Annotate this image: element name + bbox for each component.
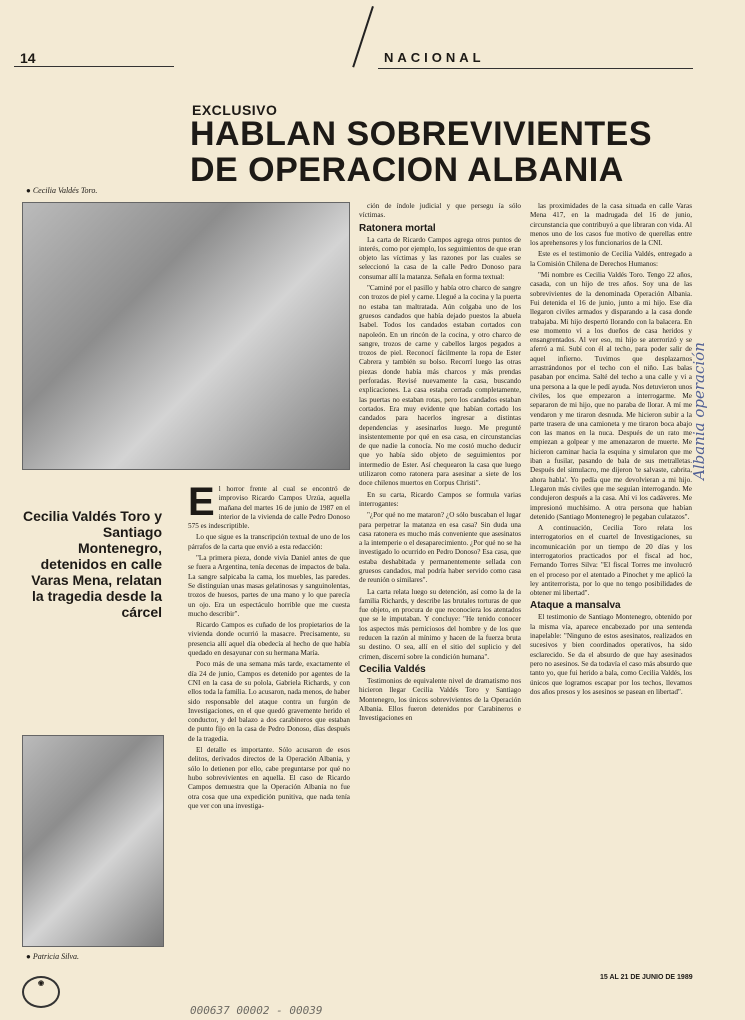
column-b-paragraph: Testimonios de equivalente nivel de dramatismo nos hicieron llegar Cecilia Valdés Toro y Santiago Montenegro, los únicos sobrevivientes de la Operación Albania. Ellos fueron detenidos por Carabineros e Investigaciones en xyxy=(359,676,521,723)
column-c-paragraph: las proximidades de la casa situada en calle Varas Mena 417, en la madrugada del 16 de junio, circunstancia que contribuyó a que libraran con vida. Al menos uno de los casos fue motivo de querellas entre los aprehensores y los funcionarios de la CNI. xyxy=(530,202,692,248)
column-b-subheading: Cecilia Valdés xyxy=(359,663,426,675)
handwritten-note: Albania operación xyxy=(690,342,708,480)
headline-line-2: DE OPERACION ALBANIA xyxy=(190,151,624,189)
column-b-paragraph: ción de índole judicial y que persegu ía sólo víctimas. xyxy=(359,202,521,220)
publication-logo-stamp: ◉ xyxy=(22,976,60,1008)
headline xyxy=(190,116,652,188)
column-a-paragraph: l horror frente al cual se encontró de improviso Ricardo Campos Urzúa, aquella mañana del martes 16 de junio de 1987 en el interior de la vivienda de calle Pedro Donoso 575 es indescriptible. xyxy=(188,485,350,531)
column-a-paragraph: Lo que sigue es la transcripción textual de uno de los párrafos de la carta que envió a esta redacción: xyxy=(188,533,350,551)
column-c-paragraph: Este es el testimonio de Cecilia Valdés, entregado a la Comisión Chilena de Derechos Humanos: xyxy=(530,250,692,268)
photo-caption-1: ● Cecilia Valdés Toro. xyxy=(26,186,98,195)
column-c-paragraph: El testimonio de Santiago Montenegro, obtenido por la misma vía, aparece encabezado por una sentenda inapelable: "Ninguno de estos asesinatos, realizados en sucesivos y bien coordinados operativos, ha sido esclarecido. Se da el absurdo de que hay asesinados pero no asesinos. Se da todavía el caso más absurdo que tanto yo, que fui herido a bala, como Cecilia Valdés, los únicos que logramos escapar por los techos, llevamos dos años presos y los asesinos se pasean en libertad". xyxy=(530,613,692,696)
section-name: NACIONAL xyxy=(384,50,485,65)
column-a-paragraph: El detalle es importante. Sólo acusaron de esos delitos, derivados directos de la Operación Albania, y sólo lo detienen por ello, cabe preguntarse por qué no hubo sobrevivientes en aquella. El caso de Ricardo Campos demuestra que la Operación Albania no fue otra cosa que una expedición punitiva, que nada tenía que ver con una investiga- xyxy=(188,746,350,810)
headline-line-1: HABLAN SOBREVIVIENTES xyxy=(190,115,652,153)
column-b-paragraph: "Caminé por el pasillo y había otro charco de sangre con trozos de piel y carne. Llegué a la cocina y la puerta no estaba tan maltratada. Aún colgaba uno de los gruesos candados que había dejado puestos la abuela Isabel. Todos los candados estaban cortados con napoleón. En un rincón de la cocina, y otro charco de sangre, trozos de carne y cabellos largos pegados a trozos de piel. Reconocí fácilmente la ropa de Ester Cabrera y también su bolso. Recorrí luego las otras piezas donde había más charcos y más prendas perforadas. Revisé nuevamente la casa, buscando explicaciones. La casa estaba cerrada completamente, las puertas no estaban rotas, pero los candados estaban cortados. Era muy evidente que habían cortado los candados para hacerlos ingresar a distintas dependencias y asesinarlos luego. Me pregunté insistentemente por qué en esa casa, en circunstancias de que nadie la conocía. No me costó mucho deducir que yo había sido objeto de seguimientos por intermedio de Ester. Así chequearon la casa que luego utilizaron como ratonera para asesinar a siete de los doce chilenos muertos en Corpus Christi". xyxy=(359,284,521,488)
header-rule-left xyxy=(14,66,174,67)
column-b-paragraph: La carta relata luego su detención, así como la de la familia Richards, y describe las brutales torturas de que fue objeto, en procura de que reconociera los atentados que se le imputaban. Y concluye: "He tenido conocer los aspectos más perniciosos del hombre y de los que reducen la razón al mínimo y hacen de la fuerza bruta su destino. O sea, allí en el sitio del suplicio y del crimen, discerní sobre la condición humana". xyxy=(359,587,521,661)
column-b-paragraph: "¿Por qué no me mataron? ¿O sólo buscaban el lugar para perpetrar la matanza en esa casa? Sin duda una casa ratonera es mucho más conveniente que asesinatos a la intemperie o el desaparecimiento. ¿Por qué no se ha investigado lo ocurrido en Pedro Donoso? Esa casa, que estaba deshabitada y permanentemente sellada con gruesos candados, mal podría haber servido como casa de reunión o similares". xyxy=(359,511,521,585)
column-a xyxy=(188,485,350,960)
column-b-paragraph: En su carta, Ricardo Campos se formula varias interrogantes: xyxy=(359,490,521,508)
column-c xyxy=(530,202,692,962)
column-c-subheading: Ataque a mansalva xyxy=(530,600,621,612)
column-b xyxy=(359,202,521,962)
column-a-body xyxy=(188,485,350,811)
kicker: EXCLUSIVO xyxy=(192,102,278,118)
pull-quote: Cecilia Valdés Toro y Santiago Montenegro, detenidos en calle Varas Mena, relatan la tragedia desde la cárcel xyxy=(22,508,162,620)
page-number: 14 xyxy=(20,50,36,66)
header-rule-right xyxy=(378,68,693,69)
column-a-paragraph: Poco más de una semana más tarde, exactamente el día 24 de junio, Campos es detenido por agentes de la CNI en la casa de su polola, Gabriela Richards, y con ellos toda la familia. Lo acusaron, nada menos, de haber sido responsable del ataque contra un furgón de Investigaciones, en el que quedó gravemente herido el conductor, y del balazo a dos carabineros que estaban de punto fijo en la casa de Pedro Donoso, días después de la tragedia. xyxy=(188,660,350,743)
photo-caption-1-text: Cecilia Valdés Toro. xyxy=(32,186,98,195)
column-b-subheading: Ratonera mortal xyxy=(359,222,436,234)
column-b-paragraph: La carta de Ricardo Campos agrega otros puntos de interés, como por ejemplo, los seguimientos de que eran objeto las víctimas y las razones por las cuales se seleccionó la casa de la calle Pedro Donoso para consumar allí la matanza. Señala en forma textual: xyxy=(359,235,521,281)
photo-caption-2: ● Patricia Silva. xyxy=(26,952,80,961)
column-a-paragraph: "La primera pieza, donde vivía Daniel antes de que se fuera a Argentina, tenía decenas de impactos de bala. La sangre salpicaba la cama, los muebles, las paredes. Se distinguían unas masas gelatinosas y sanguinolentas, trozos de huesos, partes de una mano y lo que parecía un ojo. Era un espectáculo horrible que me cuesta mucho describir". xyxy=(188,554,350,618)
column-c-paragraph: A continuación, Cecilia Toro relata los interrogatorios en el cuartel de Investigaciones, su incomunicación por un tiempo de 20 días y los interrogatorios practicados por el fiscal ad hoc, Fernando Torres Silva: "El fiscal Torres me involucró en el proceso por el atentado a Pinochet y me aplicó la ley antiterrorista, por lo que no tengo posibilidades de obtener mi libertad". xyxy=(530,524,692,598)
drop-cap: E xyxy=(188,485,215,524)
photo-patricia-silva xyxy=(22,735,164,947)
column-c-paragraph: "Mi nombre es Cecilia Valdés Toro. Tengo 22 años, casada, con un hijo de tres años. Soy una de las sobrevivientes de la denominada Operación Albania. Fui detenida el 16 de junio, junto a mi hijo. Ese día llegaron civiles armados y disparando a la casa donde trabajaba. Mi hijo despertó llorando con la balacera. En ese momento vi a los dueños de casa heridos y ensangrentados. Al ver eso, mi hijo se aterrorizó y se aferró a mí. Subí con él al techo, para poder salir de aquel infierno. Tuvimos que desplazarnos arrastrándonos por el techo con el niño. Las balas pasaban por encima. Salté del techo a una calle y vi a una persona a la que le pedí ayuda. Nos detuvieron unos civiles, los que empezaron a interrogarme. Me separaron de mi hijo, que no paraba de llorar. A mí me vendaron y me tiraron desnuda. Me hicieron subir a la parte trasera de una camioneta y me tiraron boca abajo con las manos en la nuca. Después de un rato me empiezan a golpear y me amenazaron de muerte. Me hicieron caminar hacia la esquina y simularon que me iban a fusilar, pasando de bala de sus metralletas. Después del simulacro, me dijeron 'te salvaste, cabrita, ahora habla'. Yo pedía que me devolvieran a mi hijo. Llegaron más civiles que me seguían interrogando. Me condujeron después a la casa. Ahí vi los cadáveres. Me impresionó muchísimo. A otra persona que habían detenido (Santiago Montenegro) le pegaban culatazos". xyxy=(530,271,692,521)
header-slash xyxy=(352,6,374,67)
column-a-paragraph: Ricardo Campos es cuñado de los propietarios de la vivienda donde ocurrió la masacre. Precisamente, su presencia allí aquel día obedecía al hecho de que había quedado en desayunar con su hermana María. xyxy=(188,621,350,658)
archive-code: 000637 00002 - 00039 xyxy=(190,1004,323,1017)
photo-mother-child xyxy=(22,202,350,470)
photo-caption-2-text: Patricia Silva. xyxy=(32,952,80,961)
issue-date: 15 AL 21 DE JUNIO DE 1989 xyxy=(600,974,693,981)
